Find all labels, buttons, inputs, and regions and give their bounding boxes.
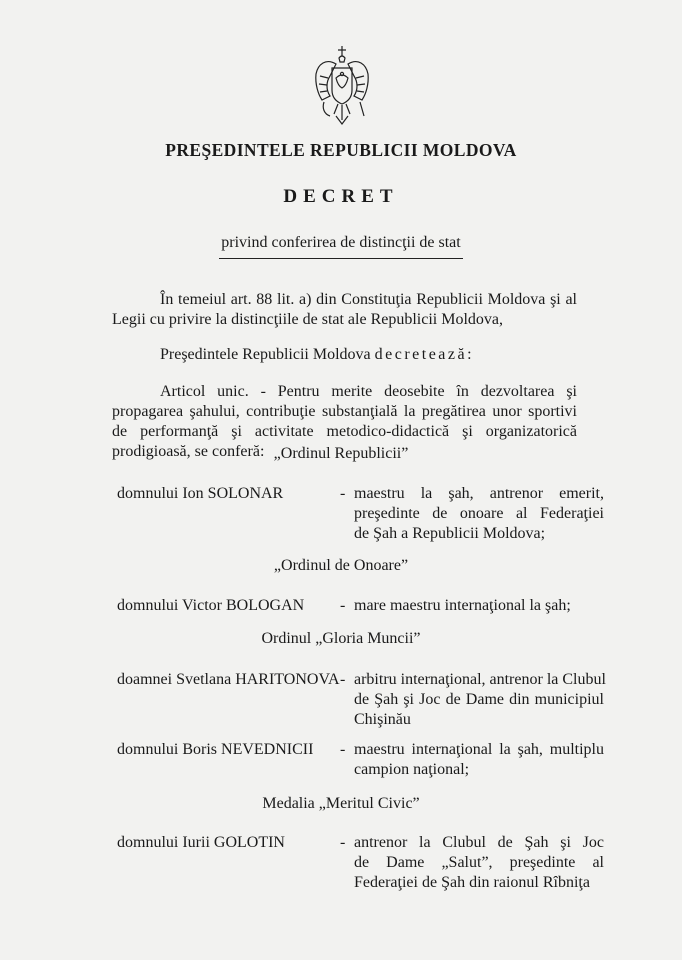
- description-line: maestru internaţional la şah, multiplu: [354, 741, 604, 758]
- recipient-name: domnului Iurii GOLOTIN: [117, 834, 285, 851]
- description-line: Chişinău: [354, 711, 411, 728]
- dash-marker: -: [340, 741, 346, 758]
- description-line: de Şah a Republicii Moldova;: [354, 525, 546, 542]
- award-title: Ordinul „Gloria Muncii”: [261, 630, 421, 647]
- recipient-name: domnului Ion SOLONAR: [117, 485, 284, 502]
- recipient-name: doamnei Svetlana HARITONOVA: [117, 671, 340, 688]
- decrees-prefix: Preşedintele Republicii Moldova: [160, 346, 371, 363]
- dash-marker: -: [340, 485, 346, 502]
- description-line: Federaţiei de Şah din raionul Rîbniţa: [354, 874, 590, 891]
- document-subject: privind conferirea de distincţii de stat: [221, 234, 461, 251]
- recipient-name: domnului Boris NEVEDNICII: [117, 741, 314, 758]
- recipient-description: [340, 740, 604, 780]
- award-title: Medalia „Meritul Civic”: [262, 795, 420, 812]
- moldova-coat-of-arms-icon: [312, 44, 372, 126]
- description-line: preşedinte de onoare al Federaţiei: [354, 505, 604, 522]
- description-line: de Dame „Salut”, preşedinte al: [354, 854, 604, 871]
- award-title: „Ordinul de Onoare”: [273, 557, 409, 574]
- description-line: maestru la şah, antrenor emerit,: [354, 485, 604, 502]
- institution-title: PREŞEDINTELE REPUBLICII MOLDOVA: [165, 140, 517, 160]
- dash-marker: -: [340, 671, 346, 688]
- dash-marker: -: [340, 597, 346, 614]
- recipient-name: domnului Victor BOLOGAN: [117, 597, 305, 614]
- description-line: campion naţional;: [354, 761, 470, 778]
- document-type: DECRET: [283, 186, 399, 207]
- dash-marker: -: [340, 834, 346, 851]
- subject-underline: [219, 258, 463, 259]
- decrees-word: decretează:: [374, 346, 475, 363]
- description-line: arbitru internaţional, antrenor la Clubul: [354, 671, 606, 688]
- description-line: mare maestru internaţional la şah;: [354, 597, 571, 614]
- preamble-paragraph: În temeiul art. 88 lit. a) din Constituţia Republicii Moldova şi al Legii cu privire la distincţiile de stat ale Republicii Moldova,: [112, 291, 577, 328]
- description-line: de Şah şi Joc de Dame din municipiul: [354, 691, 604, 708]
- decrees-paragraph: [112, 345, 577, 365]
- description-line: antrenor la Clubul de Şah şi Joc: [354, 834, 604, 851]
- article-paragraph: Articol unic. - Pentru merite deosebite în dezvoltarea şi propagarea şahului, contribuţie substanţială la pregătirea unor sportivi de performanţă şi activitate metodico-didactică şi organizatorică prodigioasă, se conferă:: [112, 383, 577, 460]
- recipient-description: [340, 484, 604, 544]
- recipient-description: [340, 596, 604, 616]
- recipient-description: [340, 670, 606, 730]
- award-title: „Ordinul Republicii”: [273, 445, 409, 462]
- recipient-description: [340, 833, 604, 893]
